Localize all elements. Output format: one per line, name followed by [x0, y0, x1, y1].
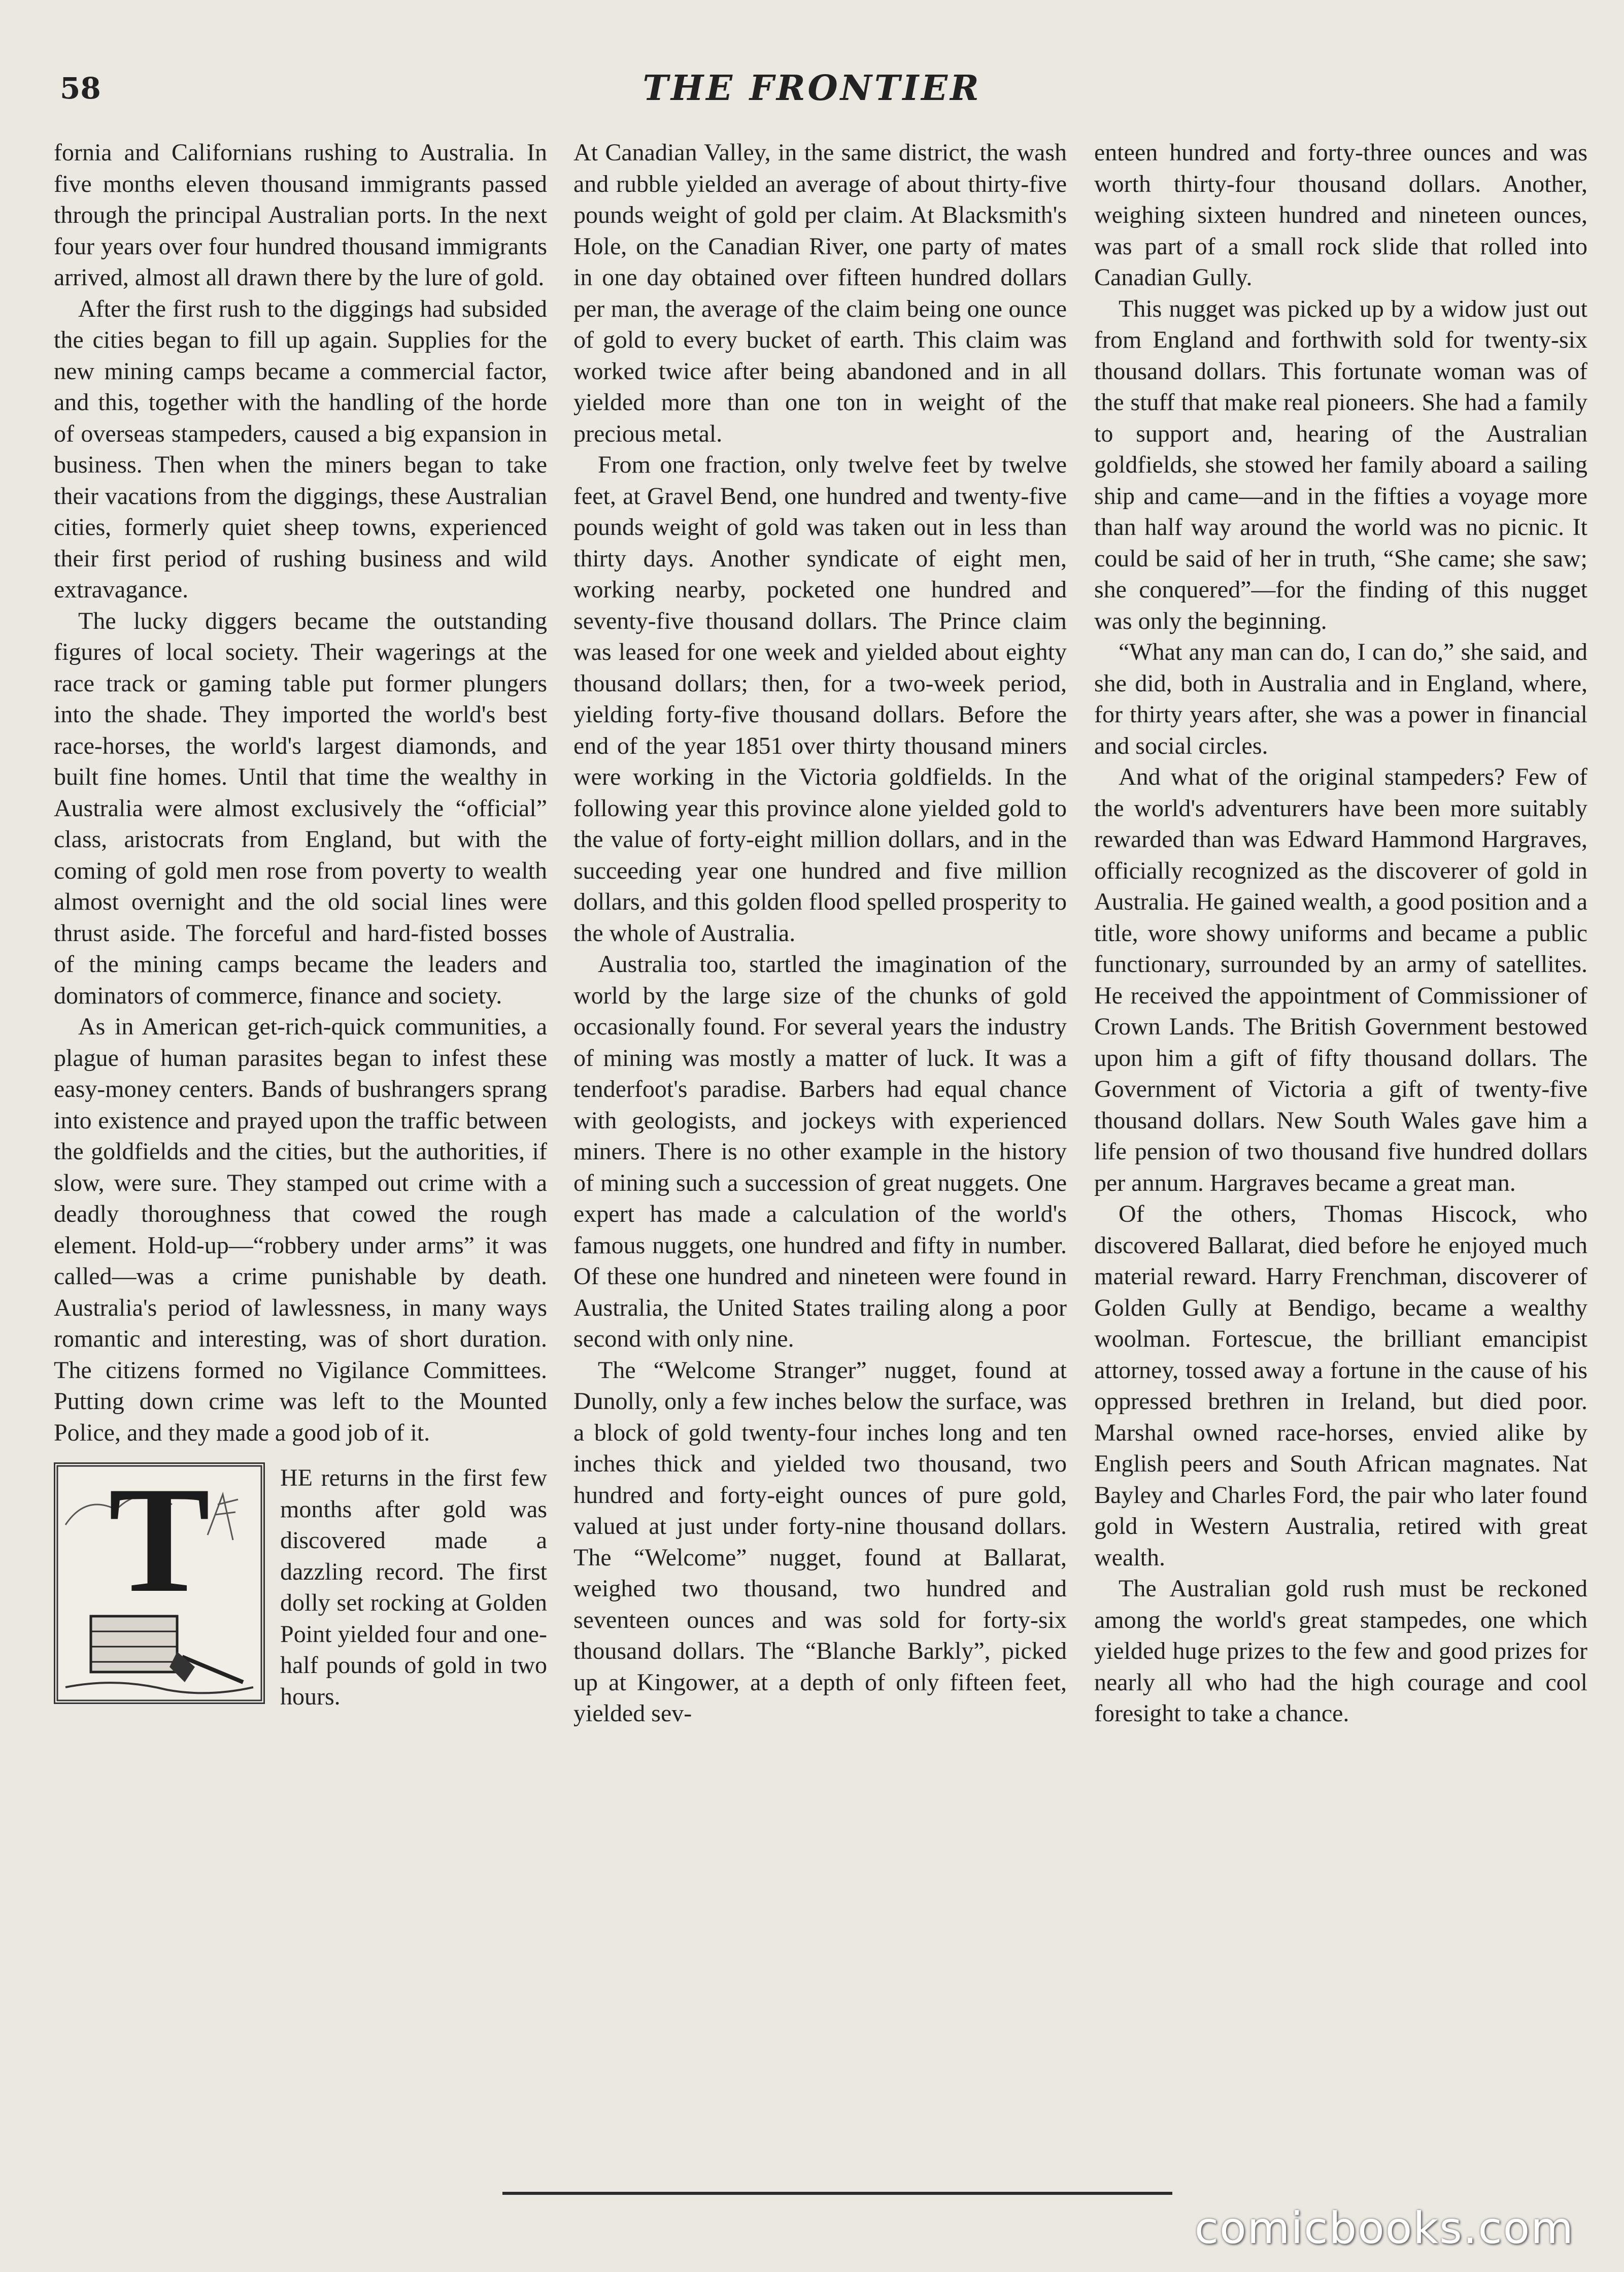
magazine-title: THE FRONTIER: [642, 68, 982, 109]
paragraph: And what of the original stampeders? Few of the world's adventurers have been more suitably rewarded than was Edward Hammond Hargraves, officially recognized as the discoverer of gold in Australia. He gained wealth, a good position and a title, wore showy uniforms and became a public functionary, surrounded by an army of satellites. He received the appointment of Commissioner of Crown Lands. The British Government bestowed upon him a gift of fifty thousand dollars. The Government of Victoria a gift of twenty-five thousand dollars. New South Wales gave him a life pension of two thousand five hundred dollars per annum. Hargraves became a great man.: [1094, 763, 1587, 1196]
paragraph: Of the others, Thomas Hiscock, who discovered Ballarat, died before he enjoyed much material reward. Harry Frenchman, discoverer of Golden Gully at Bendigo, became a wealthy woolman. Fortescue, the brilliant emancipist attorney, tossed away a fortune in the cause of his oppressed brethren in Ireland, but died poor. Marshal owned race-horses, envied alike by English peers and South African magnates. Nat Bayley and Charles Ford, the pair who later found gold in Western Australia, retired with great wealth.: [1094, 1200, 1587, 1571]
paragraph: At Canadian Valley, in the same district, the wash and rubble yielded an average of about thirty-five pounds weight of gold per claim. At Blacksmith's Hole, on the Canadian River, one party of mates in one day obtained over fifteen hundred dollars per man, the average of the claim being one ounce of gold to every bucket of earth. This claim was worked twice after being abandoned and in all yielded more than one ton in weight of the precious metal.: [573, 139, 1067, 447]
paragraph: This nugget was picked up by a widow just out from England and forthwith sold for twenty-six thousand dollars. This fortunate woman was of the stuff that make real pioneers. She had a family to support and, hearing of the Australian goldfields, she stowed her family aboard a sailing ship and came—and in the fifties a voyage more than half way around the world was no picnic. It could be said of her in truth, “She came; she saw; she conquered”—for the finding of this nugget was only the beginning.: [1094, 295, 1587, 634]
bottom-rule: [502, 2192, 1172, 2195]
page-number: 58: [60, 71, 101, 106]
drop-cap-letter: T: [108, 1464, 211, 1624]
paragraph: enteen hundred and forty-three ounces and was worth thirty-four thousand dollars. Another, weighing sixteen hundred and nineteen ounces, was part of a small rock slide that rolled into Canadian Gully.: [1094, 139, 1587, 291]
article-column-2: [573, 137, 1067, 1729]
paragraph: Australia too, startled the imagination of the world by the large size of the chunks of gold occasionally found. For several years the industry of mining was mostly a matter of luck. It was a tenderfoot's paradise. Barbers had equal chance with geologists, and jockeys with experienced miners. There is no other example in the history of mining such a succession of great nuggets. One expert has made a calculation of the world's famous nuggets, one hundred and fifty in number. Of these one hundred and nineteen were found in Australia, the United States trailing along a poor second with only nine.: [573, 951, 1067, 1352]
paragraph: “What any man can do, I can do,” she said, and she did, both in Australia and in England, where, for thirty years after, she was a power in financial and social circles.: [1094, 639, 1587, 759]
article-column-3: [1094, 137, 1587, 1729]
paragraph: After the first rush to the diggings had subsided the cities began to fill up again. Supplies for the new mining camps became a commercial factor, and this, together with the handling of the horde of overseas stampeders, caused a big expansion in business. Then when the miners began to take their vacations from the diggings, these Australian cities, formerly quiet sheep towns, experienced their first period of rushing business and wild extravagance.: [54, 295, 547, 603]
paragraph: The Australian gold rush must be reckoned among the world's great stampedes, one which yielded huge prizes to the few and good prizes for nearly all who had the high courage and cool foresight to take a chance.: [1094, 1575, 1587, 1727]
drop-cap-illustration: [54, 1462, 265, 1704]
paragraph: The lucky diggers became the outstanding figures of local society. Their wagerings at the race track or gaming table put former plungers into the shade. They imported the world's best race-horses, the world's largest diamonds, and built fine homes. Until that time the wealthy in Australia were almost exclusively the “official” class, aristocrats from England, but with the coming of gold men rose from poverty to wealth almost overnight and the old social lines were thrust aside. The forceful and hard-fisted bosses of the mining camps became the leaders and dominators of commerce, finance and society.: [54, 607, 547, 1009]
watermark: comicbooks.com: [1194, 2203, 1574, 2254]
paragraph: HE returns in the first few months after gold was discovered made a dazzling record. The first dolly set rocking at Golden Point yielded four and one-half pounds of gold in two hours.: [280, 1464, 547, 1710]
paragraph: As in American get-rich-quick communities, a plague of human parasites began to infest these easy-money centers. Bands of bushrangers sprang into existence and prayed upon the traffic between the goldfields and the cities, but the authorities, if slow, were sure. They stamped out crime with a deadly thoroughness that cowed the rough element. Hold-up—“robbery under arms” it was called—was a crime punishable by death. Australia's period of lawlessness, in many ways romantic and interesting, was of short duration. The citizens formed no Vigilance Committees. Putting down crime was left to the Mounted Police, and they made a good job of it.: [54, 1013, 547, 1446]
paragraph: The “Welcome Stranger” nugget, found at Dunolly, only a few inches below the surface, was a block of gold twenty-four inches long and ten inches thick and yielded two thousand, two hundred and forty-eight ounces of pure gold, valued at just under forty-nine thousand dollars. The “Welcome” nugget, found at Ballarat, weighed two thousand, two hundred and seventeen ounces and was sold for forty-six thousand dollars. The “Blanche Barkly”, picked up at Kingower, at a depth of only fifteen feet, yielded sev-: [573, 1356, 1067, 1727]
paragraph: fornia and Californians rushing to Australia. In five months eleven thousand immigrants passed through the principal Australian ports. In the next four years over four hundred thousand immigrants arrived, almost all drawn there by the lure of gold.: [54, 139, 547, 291]
paragraph: From one fraction, only twelve feet by twelve feet, at Gravel Bend, one hundred and twenty-five pounds weight of gold was taken out in less than thirty days. Another syndicate of eight men, working nearby, pocketed one hundred and seventy-five thousand dollars. The Prince claim was leased for one week and yielded about eighty thousand dollars; then, for a two-week period, yielding forty-five thousand dollars. Before the end of the year 1851 over thirty thousand miners were working in the Victoria goldfields. In the following year this province alone yielded gold to the value of forty-eight million dollars, and in the succeeding year one hundred and five million dollars, and this golden flood spelled prosperity to the whole of Australia.: [573, 451, 1067, 947]
article-column-1: [54, 137, 547, 1712]
drop-cap-section: [54, 1462, 547, 1712]
